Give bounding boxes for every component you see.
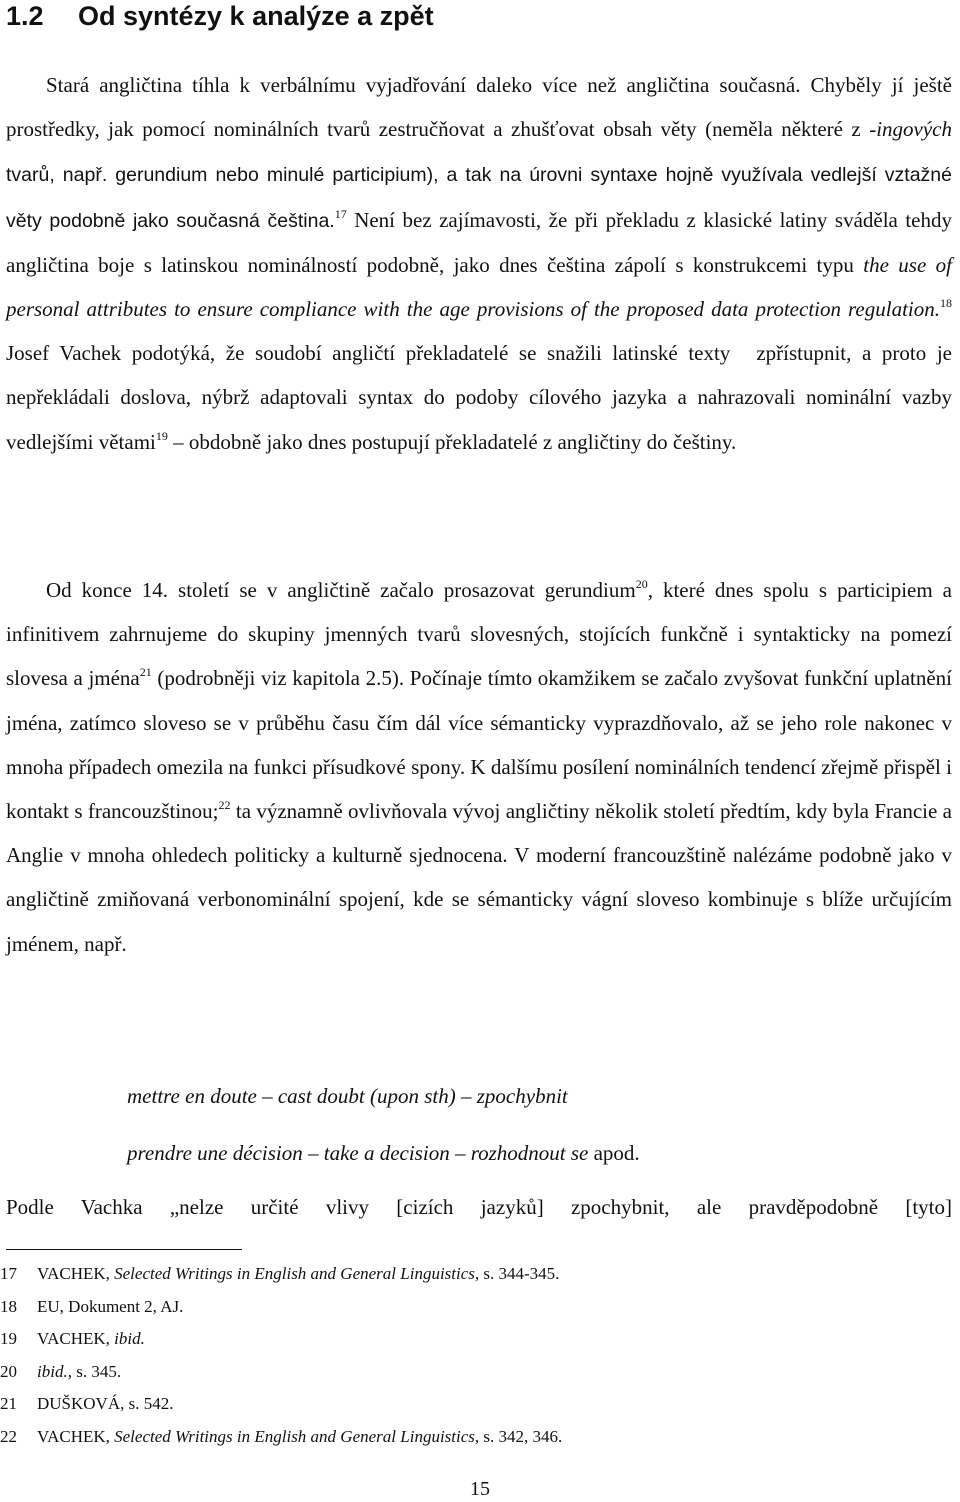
text-run-italic: ingových [876,117,952,142]
footnote-ref-22[interactable]: 22 [218,798,231,813]
section-heading [6,0,434,32]
footnote-text: , s. 345. [67,1361,122,1381]
text-run: (podrobněji viz kapitola 2.5). Počínaje tímto okamžikem se začalo zvyšovat funkční uplatnění jména, zatímco sloveso se v průběhu času čím dál více sémanticky vyprazdňovalo, až se jeho role nakonec v mnoha případech omezila na funkci přísudkové spony. K dalšímu posílení nominálních tendencí zřejmě přispěl i kontakt s francouzštinou; [6,666,953,824]
footnote-19 [0,1323,950,1356]
footnote-22 [0,1421,950,1454]
footnote-text: , s. 342, 346. [474,1426,563,1446]
footnote-title: Selected Writings in English and General Linguistics [114,1426,475,1446]
footnote-ref-19[interactable]: 19 [155,428,168,443]
footnote-title: ibid. [37,1361,68,1381]
footnote-number: 21 [0,1394,17,1414]
footnote-18 [0,1291,950,1324]
text-run: ta významně ovlivňovala vývoj angličtiny několik století předtím, kdy byla Francie a Anglie v mnoha ohledech politicky a kulturně sjednocena. V moderní francouzštině nalézáme podobně jako v angličtině zmiňovaná verbonominální spojení, kde se sémanticky vágní sloveso kombinuje s blíže určujícím jménem, např. [6,799,952,956]
paragraph-3: Podle Vachka „nelze určité vlivy [cizích jazyků] zpochybnit, ale pravděpodobně [tyto] [6,1195,952,1219]
text-run: Stará angličtina tíhla k verbálnímu vyjadřování daleko více než angličtina současná. Chyběly jí ještě prostředky, jak pomocí nominálních tvarů zestručňovat a zhušťovat obsah věty (neměla některé z - [6,73,952,142]
footnote-number: 22 [0,1426,17,1446]
footnote-17 [0,1258,950,1291]
text-run: Není bez zajímavosti, že při překladu z klasické latiny sváděla tehdy angličtina boje s latinskou nominálností podobně, jako dnes čeština zápolí s konstrukcemi typu [6,207,952,277]
text-run: Od konce 14. století se v angličtině začalo prosazovat gerundium [46,578,636,602]
footnote-ref-17[interactable]: 17 [334,206,347,221]
example-text: mettre en doute – cast doubt (upon sth) – zpochybnit [127,1084,568,1108]
footnote-number: 17 [0,1264,17,1283]
text-run-sans: tvarů, např. gerundium nebo minulé participium), a tak na úrovni syntaxe hojně využívala vedlejší vztažné věty podobně jako současná čeština. [6,164,952,232]
footnote-text: EU, Dokument 2, AJ. [37,1296,184,1316]
footnote-title: Selected Writings in English and General Linguistics [114,1264,475,1283]
text-run-italic: the use of personal attributes to ensure compliance with the age provisions of the proposed data protection regulation. [6,252,952,322]
text-run: – obdobně jako dnes postupují překladatelé z angličtiny do češtiny. [167,429,737,454]
example-list [127,1068,947,1182]
footnote-number: 20 [0,1361,17,1381]
footnote-text: VACHEK, [37,1426,115,1446]
footnotes [0,1258,950,1454]
example-2 [127,1125,947,1182]
example-1 [127,1068,947,1125]
text-run: , které dnes spolu s participiem a infinitivem zahrnujeme do skupiny jmenných tvarů slovesných, stojících funkčně i syntakticky na pomezí slovesa a jména [6,578,953,691]
section-title: Od syntézy k analýze a zpět [78,1,434,31]
text-run: zpřístupnit, a proto je nepřekládali doslova, nýbrž adaptovali syntax do podoby cílového jazyka a nahrazovali nominální vazby vedlejšími větami [6,341,952,454]
text-run: Josef Vachek podotýká, že soudobí angličtí překladatelé se snažili latinské texty [6,341,731,366]
footnote-separator [6,1249,242,1250]
footnote-text: DUŠKOVÁ, s. 542. [37,1394,174,1414]
example-text: prendre une décision – take a decision – rozhodnout se [127,1141,589,1165]
footnote-ref-21[interactable]: 21 [139,665,152,680]
footnote-20 [0,1356,950,1389]
page-number: 15 [470,1478,490,1500]
example-tail: apod. [588,1141,640,1165]
footnote-ref-18[interactable]: 18 [940,296,952,311]
footnote-text: VACHEK, [37,1264,115,1283]
footnote-text: VACHEK, [37,1329,115,1349]
footnote-ref-20[interactable]: 20 [635,577,648,591]
footnote-number: 18 [0,1296,17,1316]
footnote-21 [0,1388,950,1421]
section-number: 1.2 [6,1,44,31]
paragraph-2 [6,568,952,966]
footnote-number: 19 [0,1329,17,1349]
footnote-title: ibid. [114,1329,145,1349]
footnote-text: , s. 344-345. [474,1264,560,1283]
paragraph-1 [6,63,952,464]
